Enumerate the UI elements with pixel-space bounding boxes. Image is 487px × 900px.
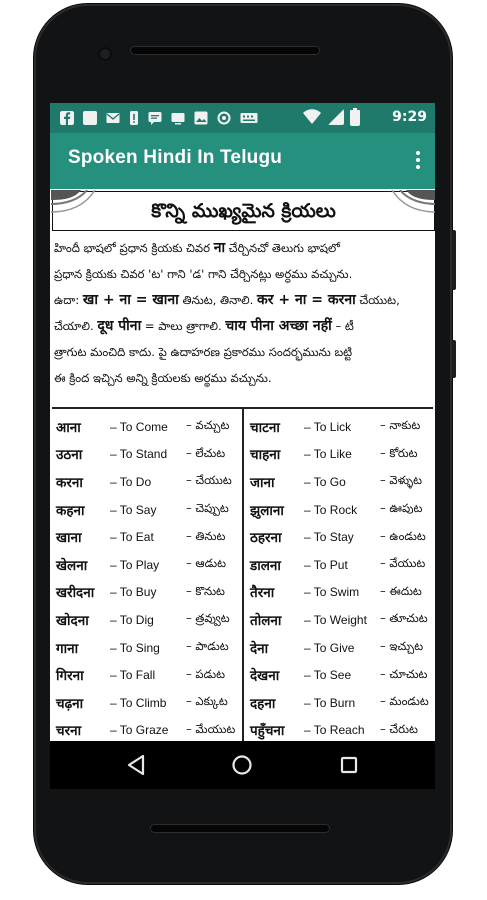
english-verb: – To Give <box>304 640 355 655</box>
telugu-verb: – లేచుట <box>186 445 226 460</box>
vocab-row <box>250 523 435 551</box>
vocab-row <box>56 523 242 551</box>
telugu-verb: – మండుట <box>380 694 429 709</box>
more-vert-icon[interactable] <box>415 151 421 171</box>
vocab-row <box>250 551 435 579</box>
telugu-verb: – చూచుట <box>380 666 428 681</box>
vocab-row <box>250 661 435 689</box>
english-verb: – To Stand <box>110 447 168 462</box>
english-verb: – To Like <box>304 447 352 462</box>
vocab-row <box>250 468 435 496</box>
vocab-row <box>56 606 242 634</box>
english-verb: – To Go <box>304 474 346 489</box>
column-divider <box>242 409 244 741</box>
telugu-verb: – ఆడుట <box>186 556 226 571</box>
bottom-speaker <box>150 824 330 833</box>
hindi-verb: चाहना <box>250 447 281 464</box>
vocab-row <box>250 717 435 741</box>
hindi-verb: डालना <box>250 557 281 574</box>
hindi-verb: कहना <box>56 502 85 519</box>
telugu-verb: – చేరుట <box>380 721 418 736</box>
para-text: చేయాలి. <box>54 319 98 333</box>
vocab-row <box>56 717 242 741</box>
vocab-left-column <box>56 413 242 741</box>
vocab-row <box>56 551 242 579</box>
english-verb: – To Reach <box>304 723 365 738</box>
hindi-verb: खाना <box>56 530 82 547</box>
front-camera <box>98 47 112 61</box>
hindi-verb: खरीदना <box>56 585 95 602</box>
battery-icon <box>350 108 360 126</box>
status-bar <box>50 103 435 133</box>
english-verb: – To Climb <box>110 695 167 710</box>
telugu-verb: – వెళ్ళుట <box>380 473 423 488</box>
hindi-verb: उठना <box>56 447 83 464</box>
para-text: చేర్చినచో తెలుగు భాషలో <box>225 241 340 255</box>
telugu-verb: – నాకుట <box>380 418 421 433</box>
status-time: 9:29 <box>392 109 427 125</box>
telugu-verb: – కోరుట <box>380 445 418 460</box>
telugu-verb: – తూచుట <box>380 611 428 626</box>
telugu-verb: – ఉండుట <box>380 528 426 543</box>
english-verb: – To Graze <box>110 723 169 738</box>
english-verb: – To Say <box>110 502 157 517</box>
english-verb: – To Swim <box>304 585 360 600</box>
navigation-bar <box>50 741 435 789</box>
heading-box <box>52 191 435 231</box>
signal-icon <box>328 109 344 125</box>
message-icon <box>148 111 162 125</box>
hindi-verb: तैरना <box>250 585 275 602</box>
telugu-verb: – ఈదుట <box>380 583 422 598</box>
screen <box>50 103 435 741</box>
english-verb: – To Sing <box>110 640 160 655</box>
english-verb: – To Stay <box>304 530 354 545</box>
hindi-verb: देना <box>250 640 269 657</box>
telugu-verb: – వేయుట <box>380 556 426 571</box>
english-verb: – To Lick <box>304 419 352 434</box>
vocab-row <box>250 496 435 524</box>
vocab-row <box>56 661 242 689</box>
tv-icon <box>171 111 185 125</box>
telugu-verb: – చేయుట <box>186 473 232 488</box>
vocab-right-column <box>250 413 435 741</box>
english-verb: – To Play <box>110 557 160 572</box>
book-page <box>50 189 435 741</box>
hindi-verb: चरना <box>56 723 82 740</box>
sync-icon <box>217 111 231 125</box>
telugu-verb: – మేయుట <box>186 721 236 736</box>
telugu-verb: – కొనుట <box>186 583 225 598</box>
hindi-verb: चाटना <box>250 419 280 436</box>
vocab-row <box>250 413 435 441</box>
app-title: Spoken Hindi In Telugu <box>68 147 283 168</box>
para-hindi: कर + ना = करना <box>257 292 356 308</box>
hindi-verb: गिरना <box>56 668 84 685</box>
english-verb: – To Dig <box>110 612 154 627</box>
telugu-verb: – ఇచ్చుట <box>380 639 424 654</box>
recents-square-icon[interactable] <box>337 753 361 777</box>
telugu-verb: – ఊపుట <box>380 501 423 516</box>
telugu-verb: – పడుట <box>186 666 225 681</box>
vocab-row <box>56 496 242 524</box>
para-text: ఉదా: <box>54 293 83 307</box>
top-speaker <box>130 46 320 55</box>
hindi-verb: जाना <box>250 474 275 491</box>
telugu-verb: – తినుట <box>186 528 226 543</box>
home-circle-icon[interactable] <box>230 753 254 777</box>
english-verb: – To Come <box>110 419 168 434</box>
app-bar <box>50 133 435 189</box>
hindi-verb: गाना <box>56 640 79 657</box>
vocab-row <box>56 468 242 496</box>
keyboard-icon <box>240 111 258 125</box>
para-text: తినుట, తినాలి. <box>178 293 258 307</box>
vocab-row <box>250 579 435 607</box>
power-button <box>452 340 456 378</box>
vocab-row <box>56 579 242 607</box>
para-line: త్రాగుట మంచిది కాదు. పై ఉదాహరణ ప్రకారము సందర్భమును బట్టి <box>54 345 353 359</box>
hindi-verb: चढ़ना <box>56 695 84 712</box>
english-verb: – To Put <box>304 557 348 572</box>
vocab-row <box>56 634 242 662</box>
hindi-verb: आना <box>56 419 81 436</box>
intro-paragraph <box>54 235 431 391</box>
para-text: హిందీ భాషలో ప్రధాన క్రియకు చివర <box>54 241 214 255</box>
hindi-verb: खोदना <box>56 612 89 629</box>
image-icon <box>83 111 97 125</box>
vocab-row <box>56 413 242 441</box>
english-verb: – To Do <box>110 474 152 489</box>
english-verb: – To Weight <box>304 612 367 627</box>
para-hindi: ना <box>213 240 226 256</box>
para-text: = పాలు త్రాగాలి. <box>141 319 226 333</box>
telugu-verb: – పాడుట <box>186 639 229 654</box>
english-verb: – To Burn <box>304 695 356 710</box>
para-hindi: खा + ना = खाना <box>82 292 179 308</box>
volume-button <box>452 230 456 290</box>
hindi-verb: देखना <box>250 668 280 685</box>
hindi-verb: खेलना <box>56 557 88 574</box>
vocab-row <box>250 606 435 634</box>
hindi-verb: करना <box>56 474 83 491</box>
back-triangle-icon[interactable] <box>124 753 148 777</box>
telugu-verb: – చెప్పుట <box>186 501 229 516</box>
para-text: – టీ <box>331 319 354 333</box>
english-verb: – To See <box>304 668 352 683</box>
english-verb: – To Rock <box>304 502 358 517</box>
vocab-row <box>56 441 242 469</box>
english-verb: – To Buy <box>110 585 157 600</box>
english-verb: – To Fall <box>110 668 156 683</box>
para-hindi: चाय पीना अच्छा नहीं <box>225 318 332 334</box>
para-line: ఈ క్రింద ఇచ్చిన అన్ని క్రియలకు అర్థము వచ్చును. <box>54 371 272 385</box>
hindi-verb: तोलना <box>250 612 282 629</box>
telugu-verb: – ఎక్కుట <box>186 694 228 709</box>
hindi-verb: दहना <box>250 695 276 712</box>
telugu-verb: – త్రవ్వుట <box>186 611 230 626</box>
para-hindi: दूध पीना <box>97 318 142 334</box>
hindi-verb: झुलाना <box>250 502 284 519</box>
page-heading: కొన్ని ముఖ్యమైన క్రియలు <box>151 200 336 222</box>
alert-icon <box>129 111 139 125</box>
vocab-row <box>56 689 242 717</box>
hindi-verb: पहुँचना <box>250 723 285 740</box>
para-text: చేయుట, <box>355 293 400 307</box>
para-line: ప్రధాన క్రియకు చివర 'ట' గాని 'డ' గాని చేర్చినట్లు అర్ధము వచ్చును. <box>54 267 353 281</box>
telugu-verb: – వచ్చుట <box>186 418 230 433</box>
hindi-verb: ठहरना <box>250 530 282 547</box>
photo-icon <box>194 111 208 125</box>
vocab-row <box>250 441 435 469</box>
english-verb: – To Eat <box>110 530 154 545</box>
facebook-icon <box>60 111 74 125</box>
vocab-row <box>250 689 435 717</box>
wifi-icon <box>303 109 321 125</box>
mail-icon <box>106 111 120 125</box>
vocab-row <box>250 634 435 662</box>
